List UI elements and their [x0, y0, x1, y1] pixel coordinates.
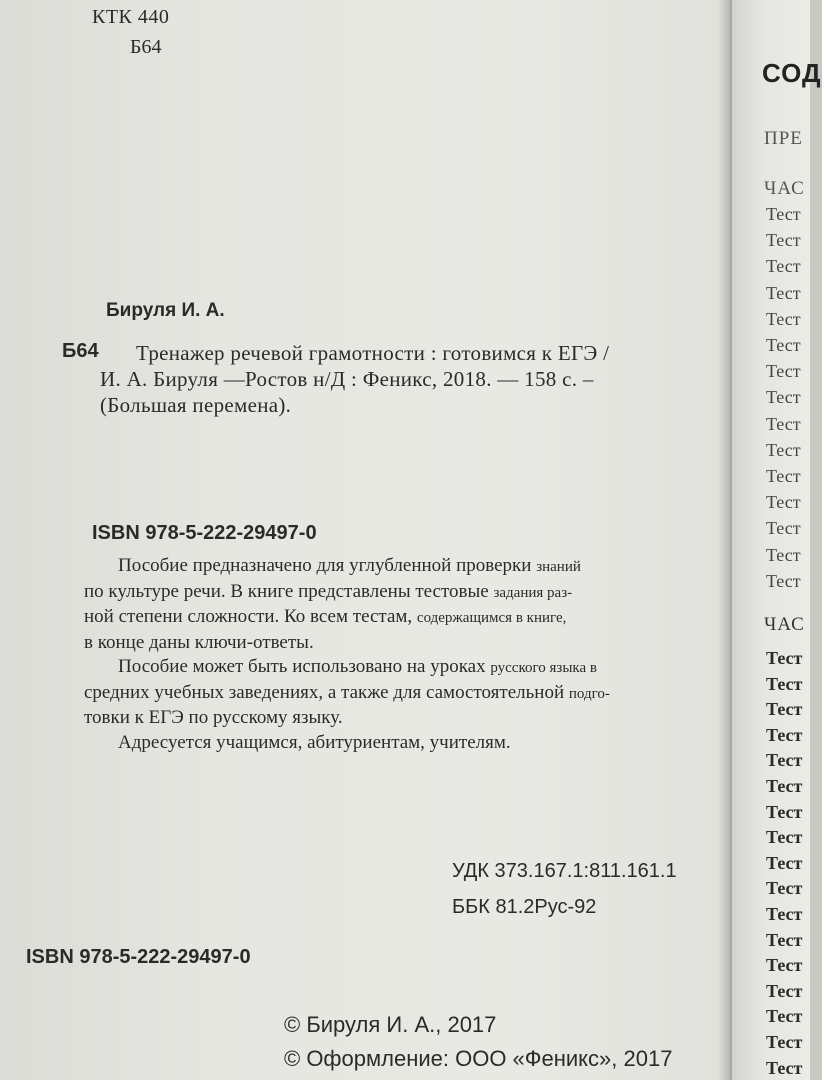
author-code: Б64 — [130, 36, 162, 58]
toc-item: Тест — [766, 1032, 803, 1052]
toc-part-heading: ЧАС — [764, 178, 805, 199]
toc-item: Тест — [766, 699, 803, 720]
toc-item: Тест — [766, 439, 801, 460]
toc-item: Тест — [766, 570, 801, 591]
annotation-text-small: содержащимся в книге, — [416, 610, 567, 626]
toc-item: Тест — [766, 980, 803, 1001]
annotation-line — [84, 681, 724, 707]
toc-part-heading: ПРЕ — [764, 128, 803, 149]
toc-title: СОД — [762, 58, 822, 88]
toc-item: Тест — [766, 878, 803, 899]
toc-item: Тест — [766, 801, 803, 822]
toc-item: Тест — [766, 361, 801, 382]
toc-item: Тест — [766, 230, 801, 251]
author-name: Бируля И. А. — [106, 300, 225, 321]
toc-item: Тест — [766, 955, 803, 976]
annotation-text: ной степени сложности. Ко всем тестам, — [84, 606, 417, 627]
copyright-author: © Бируля И. А., 2017 — [284, 1012, 497, 1037]
toc-item: Тест — [766, 750, 803, 771]
annotation-line: в конце даны ключи-ответы. — [84, 631, 314, 653]
bbk-classification: ББК 81.2Рус-92 — [452, 896, 597, 918]
annotation-text: Пособие предназначено для углубленной проверки — [118, 555, 537, 576]
toc-item: Тест — [766, 308, 801, 329]
toc-item: Тест — [766, 904, 803, 924]
annotation-line — [84, 554, 724, 580]
toc-item: Тест — [766, 648, 803, 668]
toc-item: Тест — [766, 673, 803, 694]
annotation-text-small: русского языка в — [490, 660, 597, 676]
annotation-line: Адресуется учащимся, абитуриентам, учителям. — [118, 731, 511, 753]
toc-item: Тест — [766, 724, 803, 745]
isbn: ISBN 978-5-222-29497-0 — [92, 522, 317, 544]
annotation-line — [84, 605, 724, 631]
toc-item: Тест — [766, 929, 803, 950]
annotation-text: средних учебных заведениях, а также для самостоятельной — [84, 681, 569, 703]
annotation — [84, 554, 724, 755]
bib-line: И. А. Бируля —Ростов н/Д : Феникс, 2018. — 158 с. – — [100, 367, 594, 391]
annotation-text: по культуре речи. В книге представлены тестовые — [84, 580, 494, 602]
toc-item: Тест — [766, 335, 801, 355]
toc-item: Тест — [766, 544, 801, 565]
annotation-text: Пособие может быть использовано на уроках — [118, 656, 491, 677]
bib-line: (Большая перемена). — [100, 393, 292, 417]
bbk-code: КТК 440 — [92, 6, 170, 28]
toc-item: Тест — [766, 518, 801, 539]
toc-item: Тест — [766, 387, 801, 408]
bibliographic-record — [100, 340, 740, 418]
toc-item: Тест — [766, 256, 801, 277]
right-page — [732, 0, 822, 1080]
annotation-text-small: подго- — [568, 685, 610, 702]
copyright-design: © Оформление: ООО «Феникс», 2017 — [284, 1046, 673, 1071]
toc-item: Тест — [766, 1006, 803, 1027]
annotation-line — [84, 580, 724, 606]
toc-part-heading: ЧАС — [764, 614, 805, 635]
toc-item: Тест — [766, 466, 801, 486]
toc-item: Тест — [766, 776, 803, 796]
toc-item: Тест — [766, 204, 801, 224]
annotation-text-small: знаний — [536, 559, 581, 575]
annotation-text-small: задания раз- — [493, 584, 573, 601]
udk-code: УДК 373.167.1:811.161.1 — [452, 860, 677, 882]
toc-item: Тест — [766, 827, 803, 848]
annotation-line — [84, 655, 724, 681]
catalog-code: Б64 — [62, 340, 99, 362]
bib-line: Тренажер речевой грамотности : готовимся к ЕГЭ / — [136, 341, 610, 365]
annotation-line: товки к ЕГЭ по русскому языку. — [84, 707, 343, 728]
isbn-bottom: ISBN 978-5-222-29497-0 — [26, 946, 251, 968]
toc-item: Тест — [766, 1057, 803, 1078]
toc-item: Тест — [766, 282, 801, 303]
toc-item: Тест — [766, 492, 801, 513]
toc-item: Тест — [766, 413, 801, 434]
toc-item: Тест — [766, 852, 803, 873]
